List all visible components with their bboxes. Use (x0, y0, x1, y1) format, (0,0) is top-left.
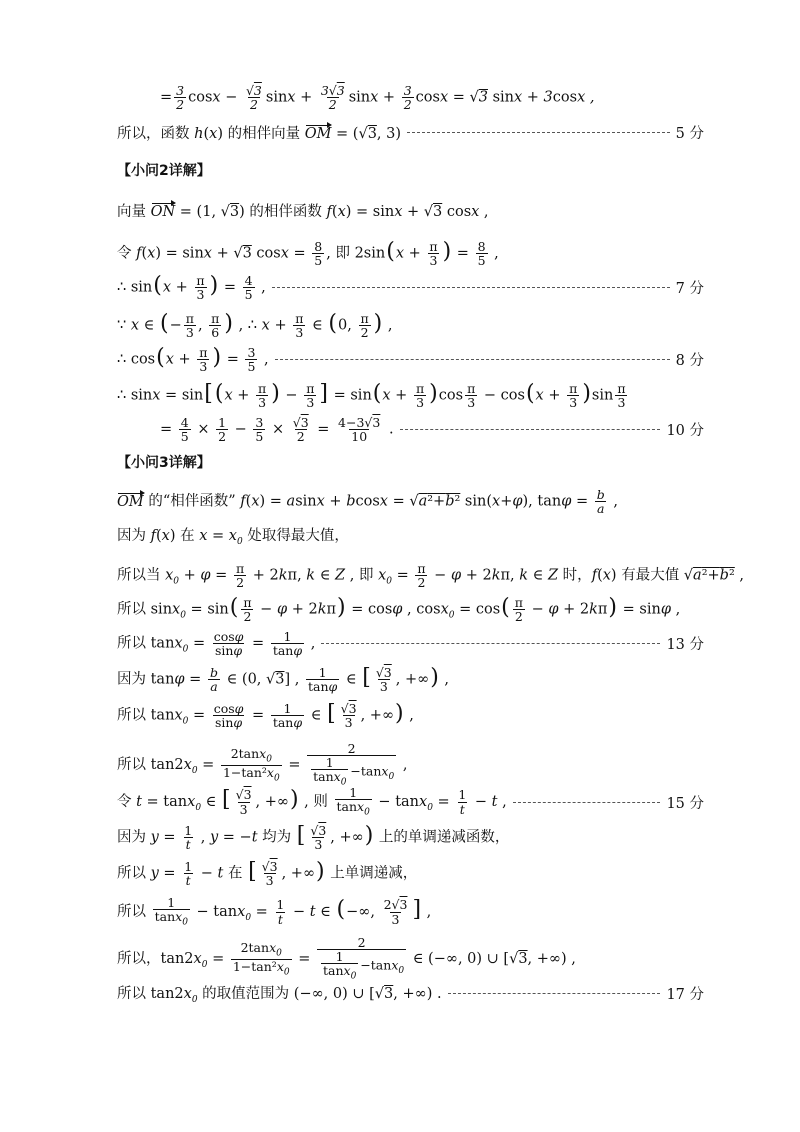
step-line-18: 所以 tanx$_0$ = $\frac{\cos\varphi}{\sin\varphi}$ = $\frac{1}{\tan\varphi}$ ∈ [ $\frac{√3}{3}$ , +∞) , (117, 700, 414, 731)
score-10: 10 分 (666, 423, 704, 440)
score-8: 8 分 (675, 353, 704, 370)
score-leader (400, 429, 661, 430)
step-line-9: ∴ sinx = sin[(x + $\frac{\pi}{3}$ ) − $\frac{\pi}{3}$ ] = sin(x + $\frac{\pi}{3}$ )cos $\frac{\pi}{3}$ − cos(x + $\frac{\pi}{3}$ )sin $\frac{\pi}{3}$ (117, 380, 626, 411)
score-leader (275, 359, 670, 360)
score-leader (272, 287, 670, 288)
section-header-q3: 【小问3详解】 (117, 455, 211, 471)
score-7: 7 分 (675, 281, 704, 298)
step-line-19: 所以 $\tan 2x_0$ = $\frac{2\tan x_0}{1-\tan^2x_0}$ = 2 $\frac{1}{\tan x_0}$ −tanx$_0$ , (117, 741, 408, 788)
step-line-7: ∵ x ∈ (− $\frac{\pi}{3}$ , $\frac{\pi}{6}$ ) , ∴ x + $\frac{\pi}{3}$ ∈ (0, $\frac{\pi}{2}$ ) , (117, 310, 393, 341)
score-15: 15 分 (666, 795, 704, 812)
score-13: 13 分 (666, 637, 704, 654)
step-line-14: 所以当 $x_0 + \varphi$ = $\frac{\pi}{2}$ + 2kπ, k ∈ Z , 即 $x_0$ = $\frac{\pi}{2}$ − φ + 2kπ, k ∈ Z 时，f(x) 有最大值 √a²+b² , (117, 561, 745, 591)
step-line-24: 所以，$\tan 2x_0$ = $\frac{2\tan x_0}{1-\tan^2x_0}$ = 2 $\frac{1}{\tan x_0}$ −tanx$_0$ ∈ (−∞, 0) ∪ [√3, +∞) , (117, 935, 576, 982)
step-line-13: 因为 f(x) 在 $x = x_0$ 处取得最大值， (117, 528, 349, 547)
step-line-22: 所以 y = $\frac{1}{t}$ − t 在 [ $\frac{√3}{3}$ , +∞) 上单调递减， (117, 858, 418, 889)
step-line-10: = $\frac{4}{5}$ × $\frac{1}{2}$ − $\frac{3}{5}$ × $\frac{√3}{2}$ = $\frac{4-3√3}{10}$ . 10 分 (160, 415, 704, 445)
step-line-20: 令 t = tanx$_0$ ∈ [ $\frac{√3}{3}$ , +∞) , 则 $\frac{1}{\tan x_0}$ − tanx$_0$ = $\frac{1}{t}$ − t , 15 分 (117, 785, 704, 818)
step-line-17: 因为 tanφ = $\frac{b}{a}$ ∈ (0, √3] , $\frac{1}{\tan\varphi}$ ∈ [ $\frac{√3}{3}$ , +∞) , (117, 664, 450, 695)
step-line-5: 令 f(x) = sinx + √3 cosx = $\frac{8}{5}$ , 即 2sin(x + $\frac{\pi}{3}$ ) = $\frac{8}{5}$ , (117, 238, 499, 269)
step-line-16: 所以 tanx$_0$ = $\frac{\cos\varphi}{\sin\varphi}$ = $\frac{1}{\tan\varphi}$ , 13 分 (117, 629, 704, 659)
step-line-25: 所以 $\tan 2x_0$ 的取值范围为 (−∞, 0) ∪ [√3, +∞) . 17 分 (117, 982, 704, 1005)
step-line-23: 所以 $\frac{1}{\tan x_0}$ − tanx$_0$ = $\frac{1}{t}$ − t ∈ (−∞, $\frac{2√3}{3}$ ] , (117, 895, 432, 928)
score-17: 17 分 (666, 986, 704, 1003)
score-leader (513, 802, 661, 803)
step-line-12: OM 的“相伴函数” f(x) = asinx + bcosx = √a²+b² sin(x+φ), tanφ = $\frac{b}{a}$ , (117, 487, 618, 517)
step-line-1: = $\frac{3}{2}$ cosx − $\frac{√3}{2}$ sinx + $\frac{3√3}{2}$ sinx + $\frac{3}{2}$ cosx = √3 sinx + 3cosx , (160, 83, 595, 113)
step-line-2: 所以，函数 h(x) 的相伴向量 OM = (√3, 3) 5 分 (117, 122, 704, 143)
step-line-4: 向量 ON = (1, √3) 的相伴函数 f(x) = sinx + √3 cosx , (117, 204, 489, 220)
step-line-21: 因为 y = $\frac{1}{t}$ , y = −t 均为 [ $\frac{√3}{3}$ , +∞) 上的单调递减函数， (117, 822, 510, 853)
step-line-15: 所以 sinx$_0$ = sin( $\frac{\pi}{2}$ − φ + 2kπ) = cosφ , cosx$_0$ = cos( $\frac{\pi}{2}$ − φ + 2kπ) = sinφ , (117, 594, 681, 625)
section-header-q2: 【小问2详解】 (117, 163, 211, 179)
score-leader (448, 993, 661, 994)
score-leader (407, 132, 670, 133)
score-5: 5 分 (675, 126, 704, 142)
score-leader (321, 643, 660, 644)
step-line-6: ∴ sin(x + $\frac{\pi}{3}$ ) = $\frac{4}{5}$ , 7 分 (117, 272, 704, 303)
step-line-8: ∴ cos(x + $\frac{\pi}{3}$ ) = $\frac{3}{5}$ , 8 分 (117, 344, 704, 375)
